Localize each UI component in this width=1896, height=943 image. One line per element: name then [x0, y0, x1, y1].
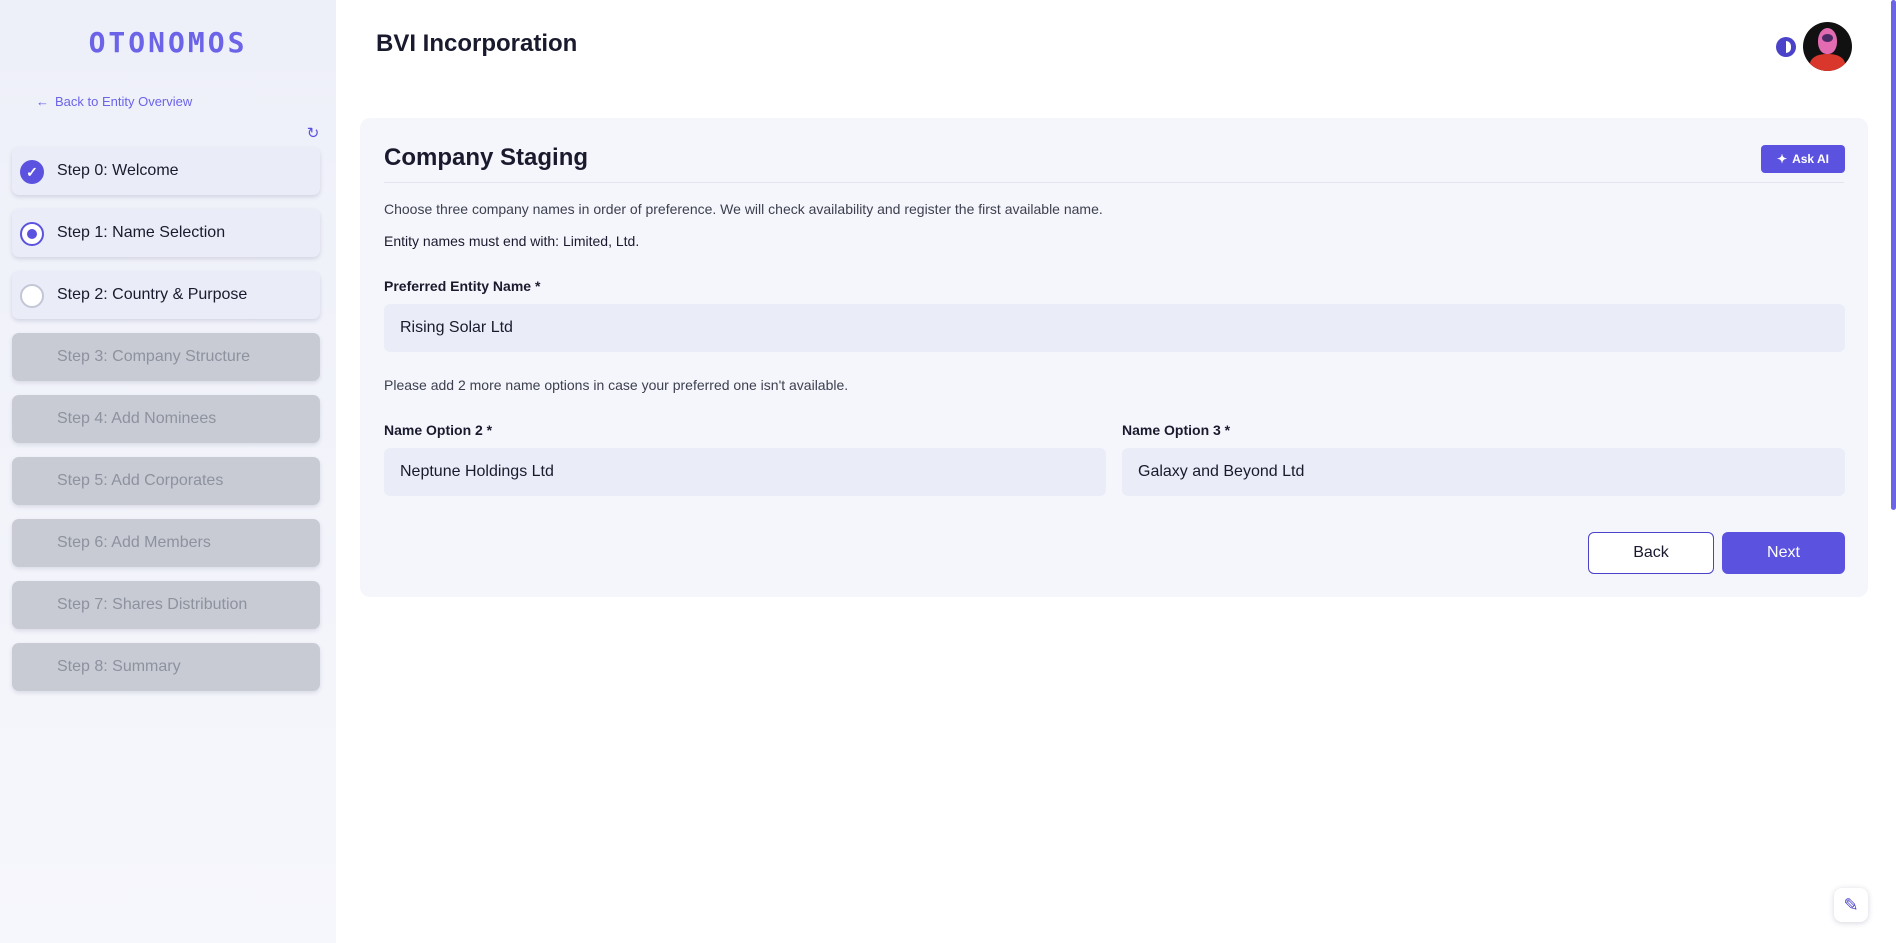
page-title: BVI Incorporation — [376, 30, 578, 57]
radio-empty-icon — [20, 284, 44, 308]
alternatives-hint: Please add 2 more name options in case your preferred one isn't available. — [384, 377, 849, 393]
step-label: Step 6: Add Members — [57, 534, 211, 551]
step-label: Step 0: Welcome — [57, 162, 179, 179]
step-add-members — [12, 519, 320, 567]
divider — [384, 182, 1844, 183]
back-button[interactable]: Back — [1588, 532, 1714, 574]
step-label: Step 3: Company Structure — [57, 348, 250, 365]
back-link-label: Back to Entity Overview — [55, 94, 193, 109]
step-label: Step 1: Name Selection — [57, 224, 226, 241]
name-option-2-input[interactable] — [384, 448, 1106, 496]
refresh-icon[interactable]: ↻ — [306, 125, 320, 142]
step-shares-distribution — [12, 581, 320, 629]
name-option-3-label: Name Option 3 * — [1122, 422, 1231, 438]
preferred-name-label: Preferred Entity Name * — [384, 278, 541, 294]
check-icon: ✓ — [20, 160, 44, 184]
step-add-corporates — [12, 457, 320, 505]
radio-selected-icon — [20, 222, 44, 246]
company-staging-card — [360, 118, 1868, 597]
step-list — [12, 147, 320, 705]
form-description: Choose three company names in order of preference. We will check availability and register the first available name. — [384, 201, 1103, 217]
theme-toggle-icon[interactable] — [1776, 37, 1796, 57]
step-summary — [12, 643, 320, 691]
arrow-left-icon: ← — [36, 94, 49, 109]
chat-widget-icon[interactable]: ✎ — [1834, 888, 1868, 922]
name-option-2-label: Name Option 2 * — [384, 422, 493, 438]
name-suffix-rule: Entity names must end with: Limited, Ltd. — [384, 233, 640, 249]
step-label: Step 4: Add Nominees — [57, 410, 217, 427]
step-label: Step 2: Country & Purpose — [57, 286, 248, 303]
step-add-nominees — [12, 395, 320, 443]
step-country-purpose[interactable] — [12, 271, 320, 319]
sidebar — [0, 0, 336, 943]
ask-ai-label: Ask AI — [1792, 152, 1829, 166]
step-company-structure — [12, 333, 320, 381]
ask-ai-button[interactable] — [1761, 145, 1845, 173]
name-option-3-input[interactable] — [1122, 448, 1845, 496]
step-label: Step 5: Add Corporates — [57, 472, 224, 489]
next-button[interactable]: Next — [1722, 532, 1845, 574]
step-name-selection[interactable] — [12, 209, 320, 257]
step-welcome[interactable] — [12, 147, 320, 195]
preferred-name-input[interactable] — [384, 304, 1845, 352]
user-avatar[interactable] — [1803, 22, 1852, 71]
sparkle-icon: ✦ — [1777, 152, 1788, 166]
back-to-entity-overview-link[interactable] — [36, 94, 192, 109]
scrollbar[interactable] — [1891, 0, 1896, 510]
step-label: Step 8: Summary — [57, 658, 181, 675]
app-logo: OTONOMOS — [88, 26, 248, 59]
step-label: Step 7: Shares Distribution — [57, 596, 248, 613]
section-title: Company Staging — [384, 144, 589, 171]
